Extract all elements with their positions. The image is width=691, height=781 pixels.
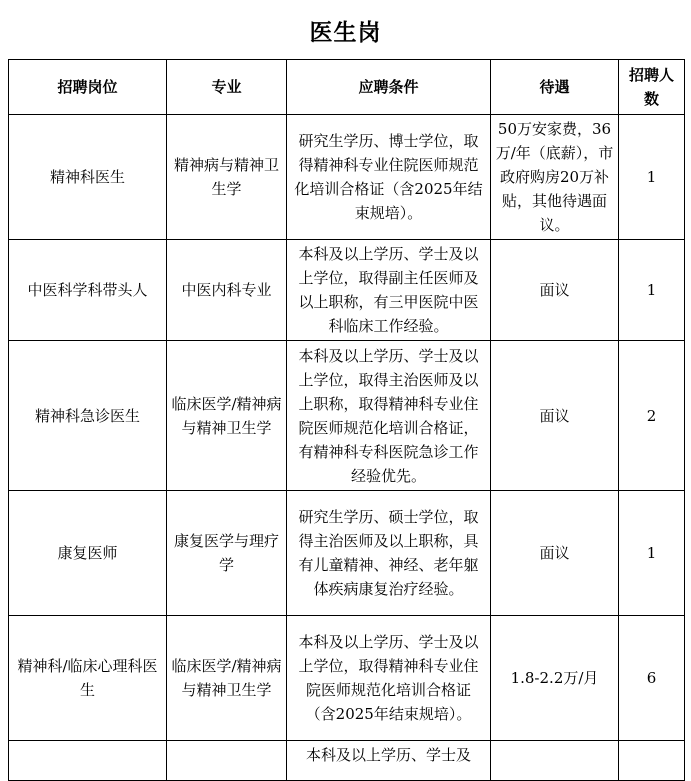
table-row xyxy=(9,341,685,491)
cell-position: 康复医师 xyxy=(9,491,167,616)
table-row xyxy=(9,616,685,741)
table-row xyxy=(9,491,685,616)
cell-major: 精神病与精神卫生学 xyxy=(167,115,287,240)
cell-major xyxy=(167,741,287,781)
cell-count: 1 xyxy=(619,240,685,341)
cell-requirements: 研究生学历、博士学位，取得精神科专业住院医师规范化培训合格证（含2025年结束规培）。 xyxy=(287,115,491,240)
cell-position xyxy=(9,741,167,781)
cell-treatment: 1.8-2.2万/月 xyxy=(491,616,619,741)
cell-requirements: 本科及以上学历、学士及 xyxy=(287,741,491,781)
cell-count xyxy=(619,741,685,781)
cell-count: 6 xyxy=(619,616,685,741)
cell-count: 1 xyxy=(619,491,685,616)
recruitment-table xyxy=(8,59,685,781)
cell-major: 临床医学/精神病与精神卫生学 xyxy=(167,341,287,491)
header-position: 招聘岗位 xyxy=(9,60,167,115)
cell-requirements: 本科及以上学历、学士及以上学位，取得精神科专业住院医师规范化培训合格证（含2025年结束规培）。 xyxy=(287,616,491,741)
table-header-row xyxy=(9,60,685,115)
cell-position: 中医科学科带头人 xyxy=(9,240,167,341)
table-row xyxy=(9,741,685,781)
page-title: 医生岗 xyxy=(309,19,382,46)
header-count: 招聘人数 xyxy=(619,60,685,115)
cell-treatment xyxy=(491,741,619,781)
cell-major: 康复医学与理疗学 xyxy=(167,491,287,616)
cell-requirements: 本科及以上学历、学士及以上学位，取得副主任医师及以上职称，有三甲医院中医科临床工作经验。 xyxy=(287,240,491,341)
cell-treatment: 面议 xyxy=(491,341,619,491)
cell-requirements: 研究生学历、硕士学位，取得主治医师及以上职称，具有儿童精神、神经、老年躯体疾病康复治疗经验。 xyxy=(287,491,491,616)
cell-major: 临床医学/精神病与精神卫生学 xyxy=(167,616,287,741)
cell-requirements: 本科及以上学历、学士及以上学位，取得主治医师及以上职称，取得精神科专业住院医师规范化培训合格证，有精神科专科医院急诊工作经验优先。 xyxy=(287,341,491,491)
header-requirements: 应聘条件 xyxy=(287,60,491,115)
table-row xyxy=(9,240,685,341)
cell-treatment: 面议 xyxy=(491,491,619,616)
cell-position: 精神科/临床心理科医生 xyxy=(9,616,167,741)
header-treatment: 待遇 xyxy=(491,60,619,115)
cell-position: 精神科医生 xyxy=(9,115,167,240)
header-major: 专业 xyxy=(167,60,287,115)
cell-count: 2 xyxy=(619,341,685,491)
cell-count: 1 xyxy=(619,115,685,240)
cell-position: 精神科急诊医生 xyxy=(9,341,167,491)
cell-treatment: 50万安家费，36万/年（底薪），市政府购房20万补贴，其他待遇面议。 xyxy=(491,115,619,240)
cell-major: 中医内科专业 xyxy=(167,240,287,341)
table-row xyxy=(9,115,685,240)
cell-treatment: 面议 xyxy=(491,240,619,341)
